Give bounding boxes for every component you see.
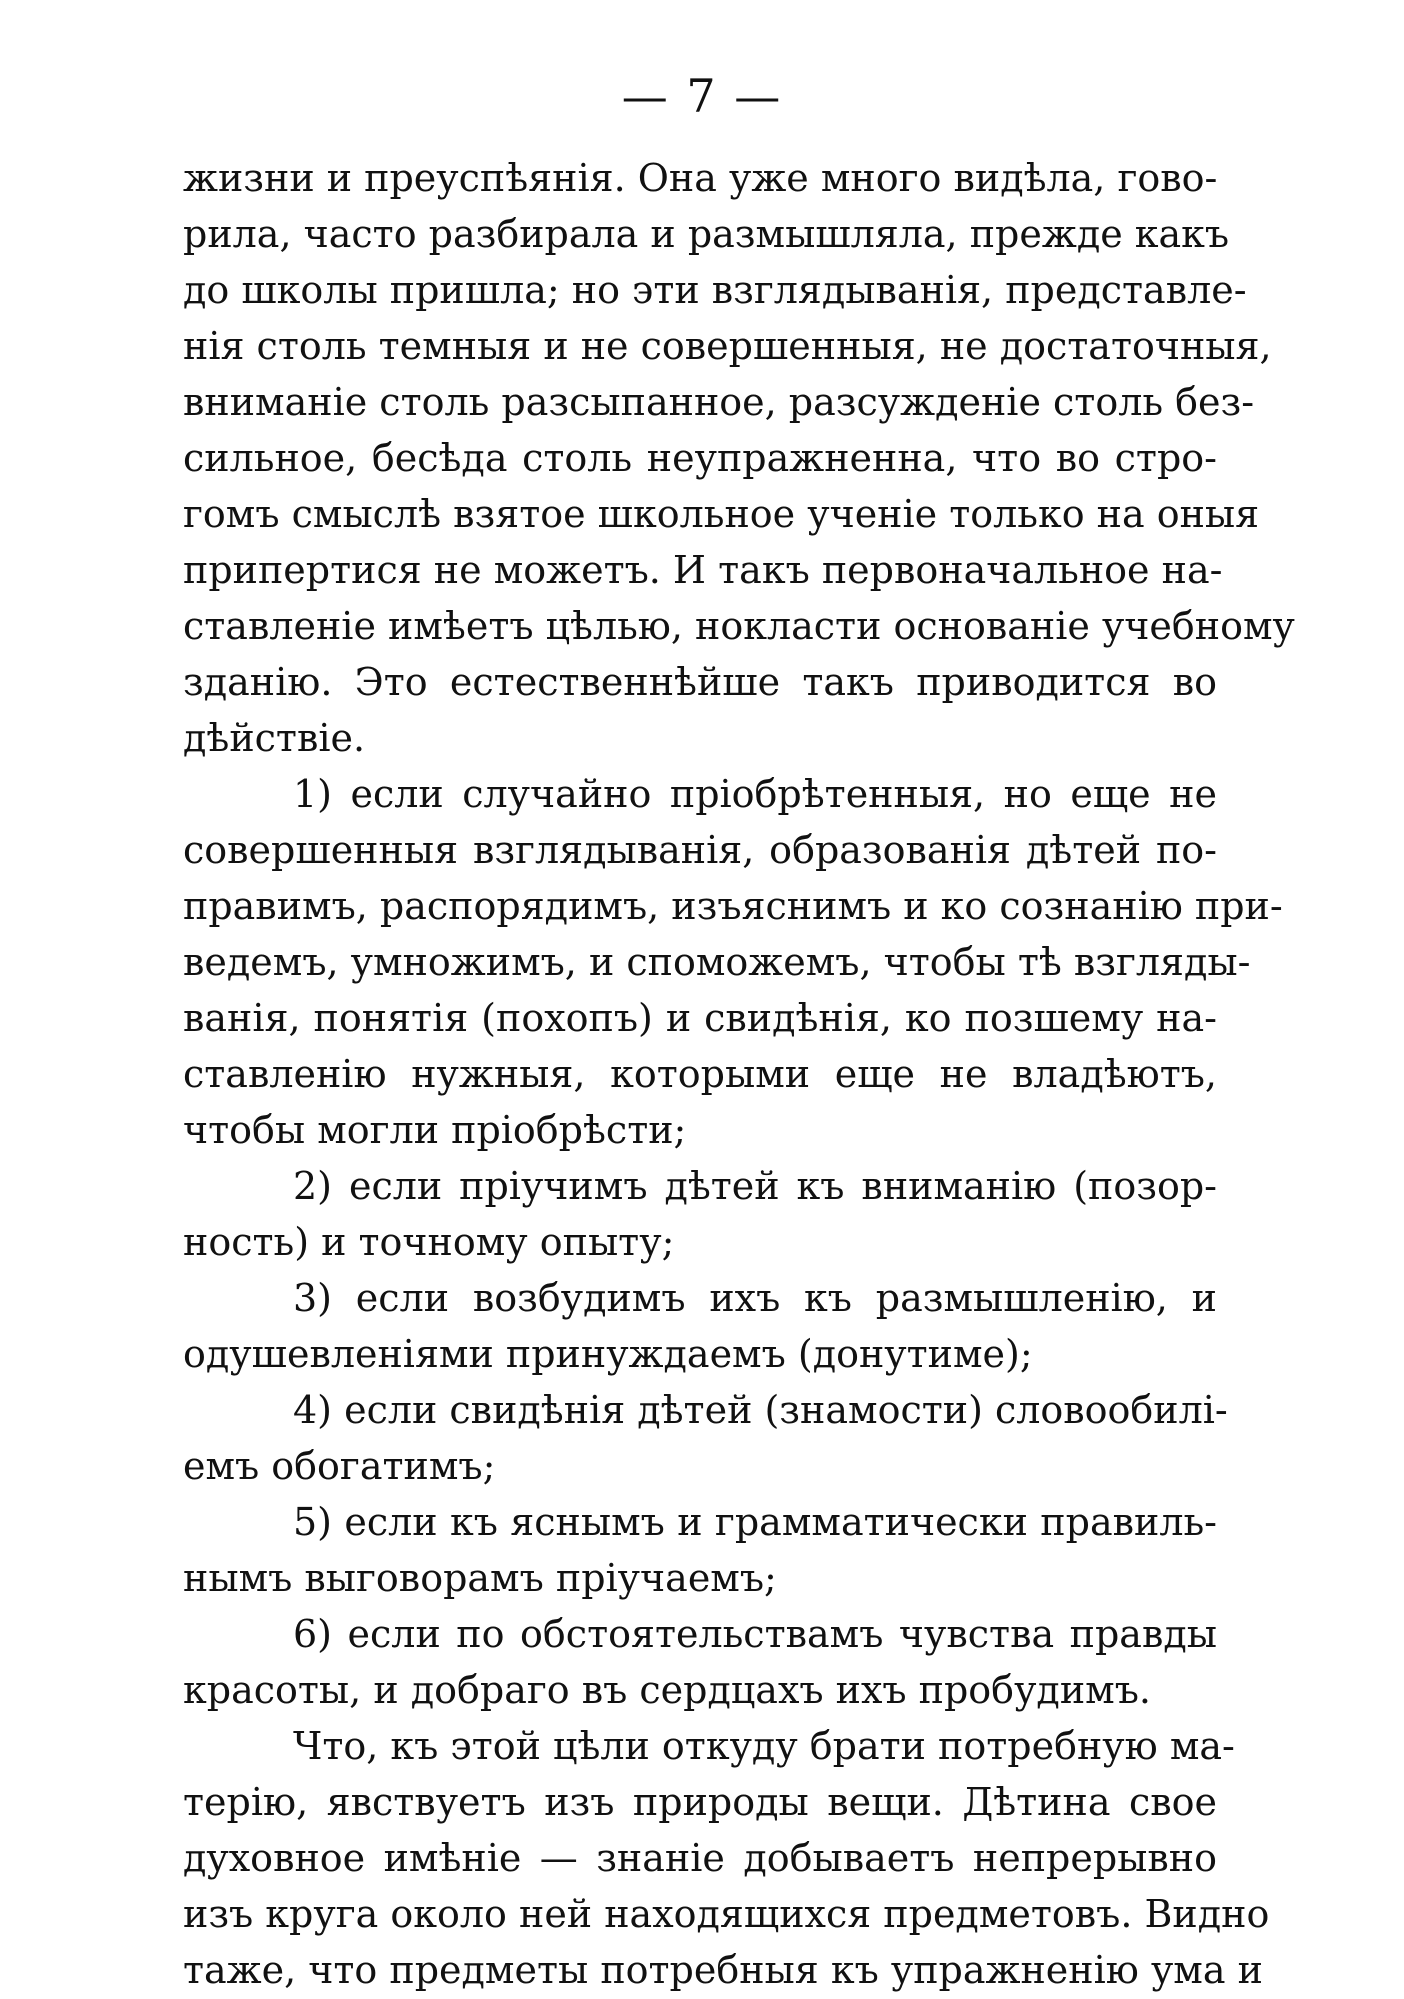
- list-item-5-line: нымъ выговорамъ пріучаемъ;: [183, 1556, 777, 1600]
- list-item-1-line: правимъ, распорядимъ, изъяснимъ и ко сознанію при-: [183, 884, 1283, 928]
- list-item-3-line: 3) если возбудимъ ихъ къ размышленію, и: [293, 1276, 1217, 1320]
- text-line: зданію. Это естественнѣйше такъ приводится во: [183, 660, 1217, 704]
- text-line: дѣйствіе.: [183, 716, 366, 760]
- list-item-2-line: ность) и точному опыту;: [183, 1220, 675, 1264]
- paragraph-line: духовное имѣніе — знаніе добываетъ непрерывно: [183, 1836, 1217, 1880]
- text-line: сильное, бесѣда столь неупражненна, что во стро-: [183, 436, 1217, 480]
- list-item-1-line: ставленію нужныя, которыми еще не владѣютъ,: [183, 1052, 1217, 1096]
- list-item-6-line: 6) если по обстоятельствамъ чувства правды: [293, 1612, 1217, 1656]
- text-line: ставленіе имѣетъ цѣлью, нокласти основаніе учебному: [183, 604, 1295, 648]
- paragraph-line: Что, къ этой цѣли откуду брати потребную ма-: [293, 1724, 1235, 1768]
- list-item-1-line: ванія, понятія (похопъ) и свидѣнія, ко позшему на-: [183, 996, 1217, 1040]
- list-item-5-line: 5) если къ яснымъ и грамматически правиль-: [293, 1500, 1217, 1544]
- list-item-4-line: 4) если свидѣнія дѣтей (знамости) словообилі-: [293, 1388, 1228, 1432]
- page-number: — 7 —: [621, 69, 783, 123]
- text-line: до школы пришла; но эти взглядыванія, представле-: [183, 268, 1247, 312]
- list-item-6-line: красоты, и добраго въ сердцахъ ихъ пробудимъ.: [183, 1668, 1151, 1712]
- list-item-2-line: 2) если пріучимъ дѣтей къ вниманію (позор-: [293, 1164, 1217, 1208]
- list-item-4-line: емъ обогатимъ;: [183, 1444, 496, 1488]
- body-text: [183, 150, 1295, 1998]
- paragraph-line: терію, явствуетъ изъ природы вещи. Дѣтина свое: [183, 1780, 1217, 1824]
- text-line: жизни и преуспѣянія. Она уже много видѣла, гово-: [183, 156, 1218, 200]
- text-line: рила, часто разбирала и размышляла, прежде какъ: [183, 212, 1230, 256]
- list-item-1-line: 1) если случайно пріобрѣтенныя, но еще не: [293, 772, 1217, 816]
- paragraph-line: таже, что предметы потребныя къ упражненію ума и: [183, 1948, 1263, 1992]
- text-line: припертися не можетъ. И такъ первоначальное на-: [183, 548, 1223, 592]
- list-item-1-line: совершенныя взглядыванія, образованія дѣтей по-: [183, 828, 1217, 872]
- text-line: гомъ смыслѣ взятое школьное ученіе только на оныя: [183, 492, 1260, 536]
- list-item-1-line: чтобы могли пріобрѣсти;: [183, 1108, 687, 1152]
- text-line: нія столь темныя и не совершенныя, не достаточныя,: [183, 324, 1272, 368]
- paragraph-line: изъ круга около ней находящихся предметовъ. Видно: [183, 1892, 1270, 1936]
- text-line: вниманіе столь разсыпанное, разсужденіе столь без-: [183, 380, 1255, 424]
- list-item-3-line: одушевленіями принуждаемъ (донутиме);: [183, 1332, 1033, 1376]
- list-item-1-line: ведемъ, умножимъ, и споможемъ, чтобы тѣ взгляды-: [183, 940, 1251, 984]
